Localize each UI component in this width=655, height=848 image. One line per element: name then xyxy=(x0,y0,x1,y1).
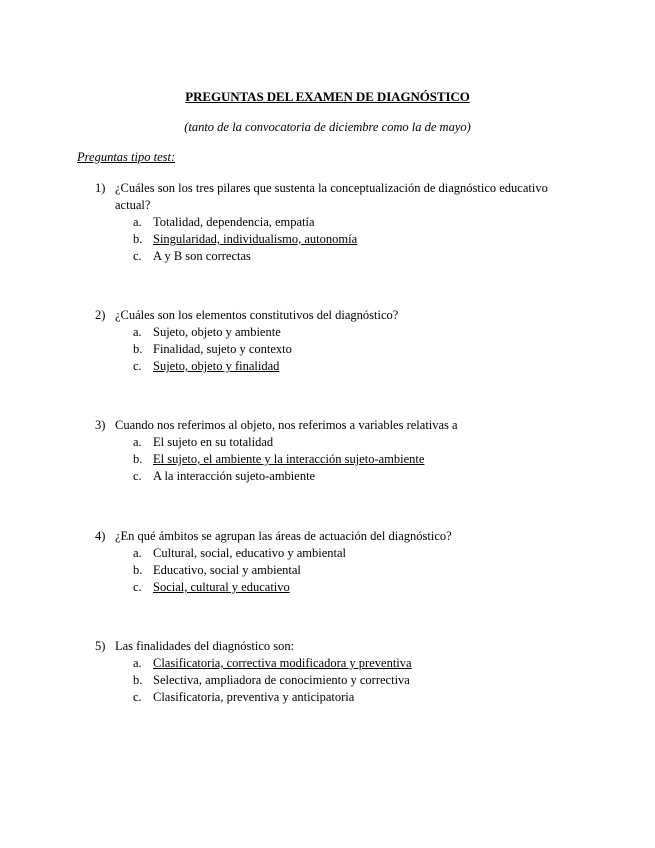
question-text: ¿En qué ámbitos se agrupan las áreas de actuación del diagnóstico? xyxy=(115,529,452,543)
correct-answer-text: Social, cultural y educativo xyxy=(153,580,290,594)
answer-option xyxy=(95,248,575,265)
answer-text: Selectiva, ampliadora de conocimiento y correctiva xyxy=(153,673,410,687)
answer-letter: c. xyxy=(133,690,142,704)
answer-letter: a. xyxy=(133,435,142,449)
question-text: Cuando nos referimos al objeto, nos referimos a variables relativas a xyxy=(115,418,458,432)
question-1 xyxy=(95,180,575,265)
answer-list xyxy=(95,655,575,706)
answer-option xyxy=(95,214,575,231)
answer-letter: a. xyxy=(133,656,142,670)
answer-list xyxy=(95,324,575,375)
answer-option xyxy=(95,562,575,579)
correct-answer-text: Singularidad, individualismo, autonomía xyxy=(153,232,358,246)
question-number: 1) xyxy=(95,181,106,195)
answer-letter: a. xyxy=(133,215,142,229)
question-3 xyxy=(95,417,575,485)
answer-option xyxy=(95,468,575,485)
answer-text: Totalidad, dependencia, empatía xyxy=(153,215,315,229)
answer-text: A y B son correctas xyxy=(153,249,251,263)
answer-letter: c. xyxy=(133,469,142,483)
answer-letter: b. xyxy=(133,232,143,246)
answer-text: Sujeto, objeto y ambiente xyxy=(153,325,281,339)
answer-list xyxy=(95,434,575,485)
answer-option xyxy=(95,545,575,562)
question-4 xyxy=(95,528,575,596)
document-subtitle: (tanto de la convocatoria de diciembre como la de mayo) xyxy=(184,120,471,134)
question-5 xyxy=(95,638,575,706)
answer-text: Cultural, social, educativo y ambiental xyxy=(153,546,346,560)
answer-letter: c. xyxy=(133,580,142,594)
answer-option xyxy=(95,341,575,358)
answer-option xyxy=(95,689,575,706)
answer-list xyxy=(95,545,575,596)
section-label: Preguntas tipo test: xyxy=(77,150,176,164)
answer-letter: c. xyxy=(133,359,142,373)
answer-text: Clasificatoria, preventiva y anticipatoria xyxy=(153,690,355,704)
question-number: 3) xyxy=(95,418,106,432)
answer-letter: c. xyxy=(133,249,142,263)
answer-letter: b. xyxy=(133,563,143,577)
answer-text: A la interacción sujeto-ambiente xyxy=(153,469,316,483)
answer-option xyxy=(95,451,575,468)
question-text: ¿Cuáles son los elementos constitutivos del diagnóstico? xyxy=(115,308,399,322)
answer-option xyxy=(95,655,575,672)
question-number: 5) xyxy=(95,639,106,653)
question-2 xyxy=(95,307,575,375)
document-title: PREGUNTAS DEL EXAMEN DE DIAGNÓSTICO xyxy=(185,89,470,104)
answer-letter: a. xyxy=(133,325,142,339)
answer-list xyxy=(95,214,575,265)
answer-option xyxy=(95,358,575,375)
correct-answer-text: El sujeto, el ambiente y la interacción sujeto-ambiente xyxy=(153,452,425,466)
answer-option xyxy=(95,231,575,248)
question-number: 4) xyxy=(95,529,106,543)
answer-option xyxy=(95,672,575,689)
answer-option xyxy=(95,324,575,341)
answer-letter: a. xyxy=(133,546,142,560)
answer-letter: b. xyxy=(133,342,143,356)
question-text: ¿Cuáles son los tres pilares que sustenta la conceptualización de diagnóstico educativo actual? xyxy=(115,181,548,212)
answer-text: El sujeto en su totalidad xyxy=(153,435,274,449)
correct-answer-text: Sujeto, objeto y finalidad xyxy=(153,359,280,373)
answer-letter: b. xyxy=(133,452,143,466)
question-text: Las finalidades del diagnóstico son: xyxy=(115,639,295,653)
answer-option xyxy=(95,579,575,596)
answer-text: Educativo, social y ambiental xyxy=(153,563,301,577)
answer-letter: b. xyxy=(133,673,143,687)
answer-option xyxy=(95,434,575,451)
question-number: 2) xyxy=(95,308,106,322)
answer-text: Finalidad, sujeto y contexto xyxy=(153,342,292,356)
correct-answer-text: Clasificatoria, correctiva modificadora y preventiva xyxy=(153,656,412,670)
